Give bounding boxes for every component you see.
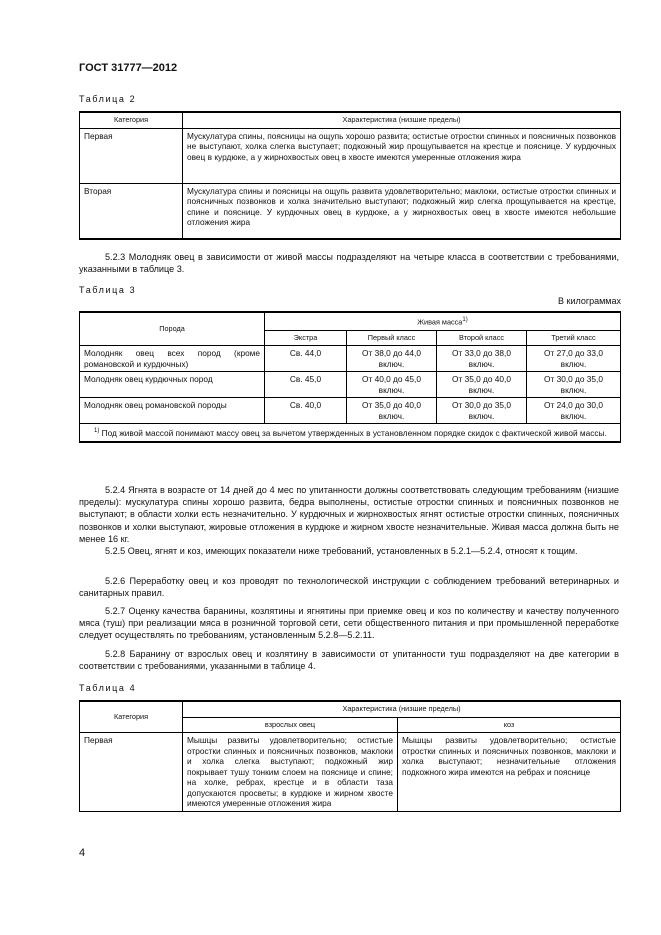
table-3-value-cell: Св. 45,0 [265, 372, 347, 398]
table-row [80, 128, 621, 183]
table-3-value-cell: Св. 44,0 [265, 346, 347, 372]
table-3-subheader-first: Первый класс [347, 330, 437, 346]
table-4-subheader-goats: коз [398, 717, 621, 733]
table-3-value-cell: От 35,0 до 40,0 включ. [347, 398, 437, 424]
table-2-characteristic-cell: Мускулатура спины и поясницы на ощупь развита удовлетворительно; маклоки, остистые отростки спинных и поясничных позвонков и холка значительно выступают; подкожный жир слегка прощупывается на крестце, спине и пояснице. У курдючных овец в курдюке, а у жирнохвостых овец в хвосте имеются небольшие отложения жира [183, 183, 621, 239]
table-2-header-characteristic: Характеристика (низшие пределы) [183, 112, 621, 128]
table-3-breed-cell: Молодняк овец курдючных пород [80, 372, 265, 398]
table-3-footnote [80, 424, 621, 442]
paragraph-5-2-8: 5.2.8 Баранину от взрослых овец и козлятину в зависимости от упитанности туш подразделяют на две категории в соответствии с требованиями, указанными в таблице 4. [79, 649, 619, 672]
table-4-subheader-adult-sheep: взрослых овец [183, 717, 398, 733]
table-3-breed-cell: Молодняк овец романовской породы [80, 398, 265, 424]
table-3-value-cell: От 27,0 до 33,0 включ. [527, 346, 621, 372]
table-3-header-live-mass [265, 312, 621, 330]
table-2 [79, 111, 621, 240]
paragraph-5-2-4: 5.2.4 Ягнята в возрасте от 14 дней до 4 мес по упитанности должны соответствовать следующим требованиям (низшие пределы): мускулатура спины хорошо развита, бедра выполнены, остистые отростки спинных и поясничных позвонков не выступают; в области холки есть незначительно. У курдючных и жирнохвостых ягнят остистые отростки спинных, поясничных позвонков и холки выступают, жировые отложения в курдюке и жирном хвосте незначительные. Живая масса должна быть не менее 16 кг. [79, 485, 619, 544]
table-2-category-cell: Вторая [80, 183, 183, 239]
table-2-characteristic-cell: Мускулатура спины, поясницы на ощупь хорошо развита; остистые отростки спинных и поясничных позвонков не выступают, холка слегка выступает; подкожный жир прощупывается на крестце и пояснице. У курдючных овец в курдюке, а у жирнохвостых овец в хвосте имеются умеренные отложения жира [183, 128, 621, 183]
table-row [80, 183, 621, 239]
table-4-adult-sheep-cell: Мышцы развиты удовлетворительно; остистые отростки спинных и поясничных позвонков, маклоки и холка слегка выступают; подкожный жир покрывает тушу тонким слоем на пояснице и спине; на холке, ребрах, крестце и в области таза допускаются просветы; в курдюке и жирном хвосте имеются умеренные отложения жира [183, 733, 398, 812]
paragraph-5-2-7: 5.2.7 Оценку качества баранины, козлятины и ягнятины при приемке овец и коз по количеству и качеству полученного мяса (туш) при реализации мяса в розничной торговой сети, сети общественного питания и при промышленной переработке следует осуществлять по требованиям, установленным 5.2.8—5.2.11. [79, 606, 619, 641]
document-standard-header: ГОСТ 31777—2012 [79, 62, 178, 74]
paragraph-5-2-6: 5.2.6 Переработку овец и коз проводят по технологической инструкции с соблюдением требований ветеринарных и санитарных правил. [79, 576, 619, 599]
table-3-value-cell: Св. 40,0 [265, 398, 347, 424]
table-3-subheader-extra: Экстра [265, 330, 347, 346]
table-4-goat-cell: Мышцы развиты удовлетворительно; остистые отростки спинных и поясничных позвонков, маклоки и холка выступают; незначительные отложения подкожного жира имеются на ребрах и пояснице [398, 733, 621, 812]
table-4-header-category: Категория [80, 701, 183, 733]
table-2-header-category: Категория [80, 112, 183, 128]
table-3-value-cell: От 35,0 до 40,0 включ. [437, 372, 527, 398]
table-3-caption: Таблица 3 [79, 285, 137, 295]
table-3-subheader-third: Третий класс [527, 330, 621, 346]
table-row [80, 346, 621, 372]
table-3-units: В килограммах [558, 296, 621, 306]
footnote-marker: 1) [462, 317, 468, 323]
table-3 [79, 311, 621, 443]
footnote-marker: 1) [94, 428, 100, 435]
table-4-header-characteristic: Характеристика (низшие пределы) [183, 701, 621, 717]
table-3-header-breed: Порода [80, 312, 265, 346]
table-row [80, 398, 621, 424]
table-3-value-cell: От 38,0 до 44,0 включ. [347, 346, 437, 372]
table-3-value-cell: От 33,0 до 38,0 включ. [437, 346, 527, 372]
table-3-value-cell: От 40,0 до 45,0 включ. [347, 372, 437, 398]
table-3-header-live-mass-label: Живая масса [417, 317, 463, 327]
table-row [80, 733, 621, 812]
page-number: 4 [79, 847, 86, 859]
table-3-value-cell: От 30,0 до 35,0 включ. [527, 372, 621, 398]
table-3-subheader-second: Второй класс [437, 330, 527, 346]
paragraph-5-2-5: 5.2.5 Овец, ягнят и коз, имеющих показатели ниже требований, установленных в 5.2.1—5.2.4, относят к тощим. [105, 546, 578, 556]
paragraph-5-2-3: 5.2.3 Молодняк овец в зависимости от живой массы подразделяют на четыре класса в соответствии с требованиями, указанными в таблице 3. [79, 252, 619, 275]
table-4-category-cell: Первая [80, 733, 183, 812]
table-3-breed-cell: Молодняк овец всех пород (кроме романовской и курдючных) [80, 346, 265, 372]
table-2-caption: Таблица 2 [79, 94, 137, 104]
table-2-category-cell: Первая [80, 128, 183, 183]
table-3-footnote-text: Под живой массой понимают массу овец за вычетом утвержденных в установленном порядке скидок с фактической живой массы. [101, 428, 607, 439]
table-3-value-cell: От 24,0 до 30,0 включ. [527, 398, 621, 424]
table-row [80, 372, 621, 398]
table-4 [79, 700, 621, 812]
table-3-value-cell: От 30,0 до 35,0 включ. [437, 398, 527, 424]
table-4-caption: Таблица 4 [79, 683, 137, 693]
